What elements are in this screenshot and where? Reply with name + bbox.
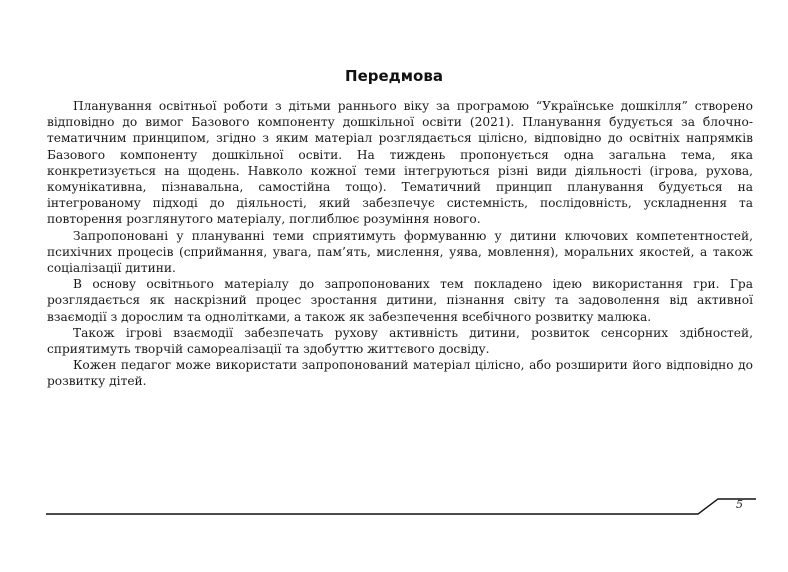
footer-rule <box>46 496 756 516</box>
paragraph-4: Також ігрові взаємодії забезпечать рухову активність дитини, розвиток сенсорних здібностей, сприятимуть творчій самореалізації та здобуттю життєвого досвіду. <box>47 325 753 357</box>
paragraph-3: В основу освітнього матеріалу до запропонованих тем покладено ідею використання гри. Гра розглядається як наскрізний процес зростання дитини, пізнання світу та задоволення від активної взаємодії з дорослим та однолітками, а також як забезпечення всебічного розвитку малюка. <box>47 277 753 324</box>
paragraph-1: Планування освітньої роботи з дітьми раннього віку за програмою “Українське дошкілля” створено відповідно до вимог Базового компоненту дошкільної освіти (2021). Планування будується за блочно-тематичним принципом, згідно з яким матеріал розглядається цілісно, відповідно до освітніх напрямків Базового компоненту дошкільної освіти. На тиждень пропонується одна загальна тема, яка конкретизується на щодень. Навколо кожної теми інтегруються різні види діяльності (ігрова, рухова, комунікативна, пізнавальна, самостійна тощо). Тематичний принцип планування будується на інтегрованому підході до діяльності, який забезпечує системність, послідовність, ускладнення та повторення розглянутого матеріалу, поглиблює розуміння нового. <box>47 99 753 227</box>
page-number: 5 <box>736 498 743 511</box>
paragraph-2: Запропоновані у плануванні теми сприятимуть формуванню у дитини ключових компетентностей, психічних процесів (сприймання, увага, пам’ять, мислення, уява, мовлення), моральних якостей, а також соціалізації дитини. <box>47 228 753 276</box>
page-title: Передмова <box>345 67 443 85</box>
paragraph-5: Кожен педагог може використати запропонований матеріал цілісно, або розширити його відповідно до розвитку дітей. <box>47 358 753 389</box>
document-body <box>47 98 753 390</box>
